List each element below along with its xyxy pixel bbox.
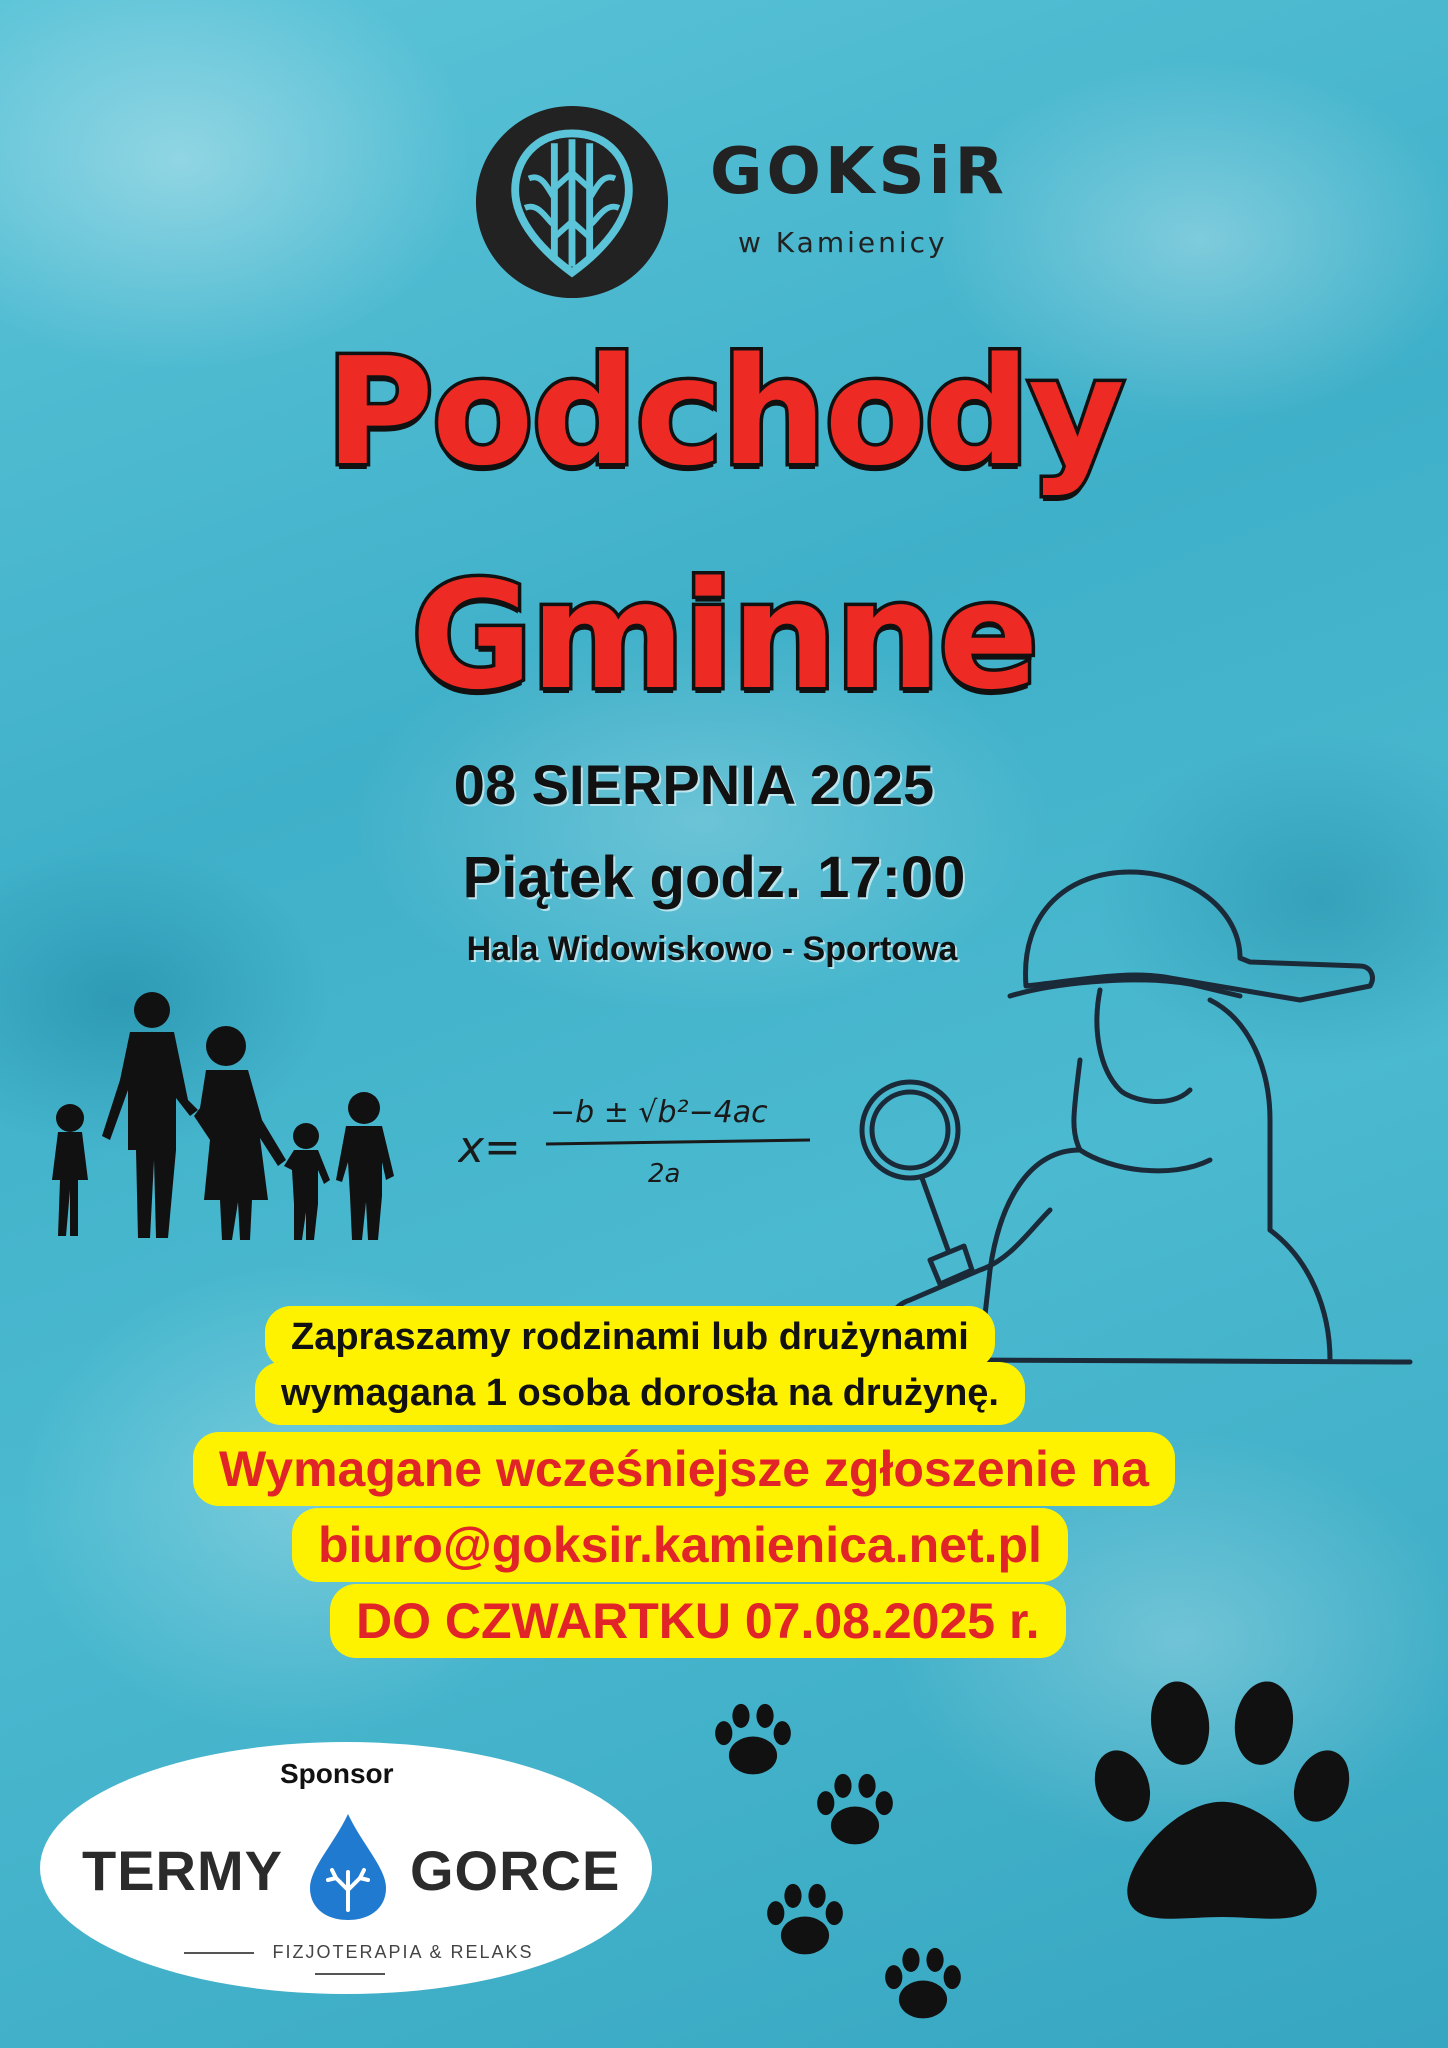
logo-name: GOKSiR [710,135,1008,209]
paw-print-icon [710,1696,796,1784]
water-drop-icon [304,1810,392,1922]
sponsor-tagline: FIZJOTERAPIA & RELAKS [150,1942,550,1984]
invitation-line2: wymagana 1 osoba dorosła na drużynę. [255,1362,1025,1425]
logo-subtitle: w Kamienicy [738,226,948,259]
event-date: 08 SIERPNIA 2025 [453,753,935,816]
paw-print-icon [880,1940,966,2028]
formula-denominator: 2a [648,1159,681,1189]
invitation-line1: Zapraszamy rodzinami lub drużynami [265,1306,995,1369]
registration-email: biuro@goksir.kamienica.net.pl [292,1508,1068,1582]
formula-numerator: −b ± √b²−4ac [550,1095,768,1130]
sponsor-name-right: GORCE [410,1839,621,1902]
formula-lhs: x= [458,1122,521,1173]
event-title-line1: Podchody [325,326,1123,498]
registration-line1: Wymagane wcześniejsze zgłoszenie na [193,1432,1175,1506]
quadratic-formula-icon [458,1078,818,1198]
goksir-logo-icon [474,104,670,300]
event-title-line2: Gminne [411,550,1037,722]
sponsor-name-left: TERMY [82,1839,283,1902]
event-day-time: Piątek godz. 17:00 [462,845,966,910]
paw-print-icon [812,1766,898,1854]
paw-print-icon [762,1876,848,1964]
registration-deadline: DO CZWARTKU 07.08.2025 r. [330,1584,1066,1658]
large-paw-print-icon [1090,1676,1354,1938]
detective-outline-icon [830,790,1430,1390]
event-venue: Hala Widowiskowo - Sportowa [466,930,958,968]
sponsor-label: Sponsor [280,1758,394,1789]
family-silhouette-icon [48,990,428,1260]
